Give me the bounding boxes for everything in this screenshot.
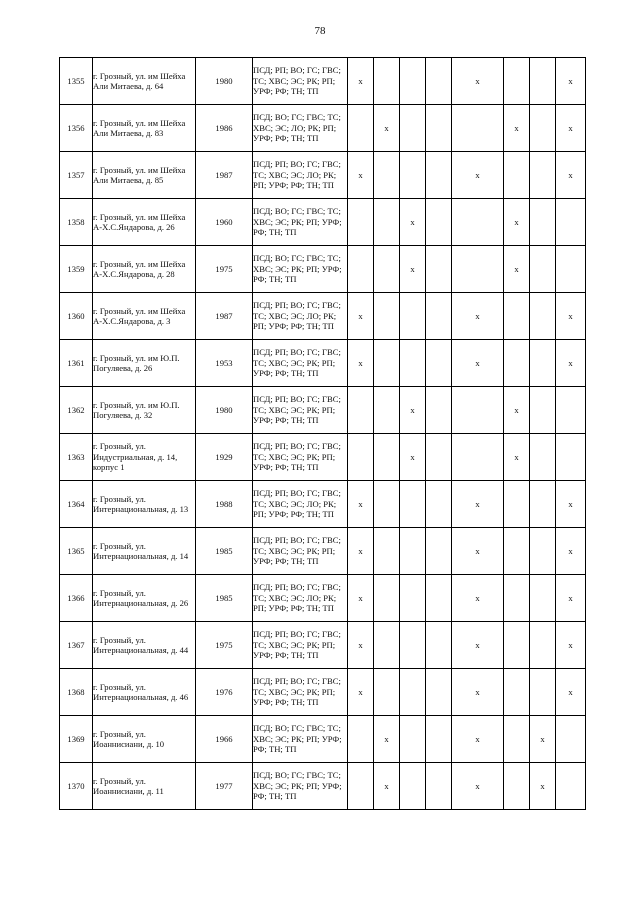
work-codes-cell: ПСД; РП; ВО; ГС; ГВС; ТС; ХВС; ЭС; РК; РП; УРФ; РФ; ТН; ТП: [253, 528, 348, 575]
mark-cell: [426, 669, 452, 716]
address-cell: г. Грозный, ул. им Шейха А-Х.С.Яндарова, д. 3: [93, 293, 196, 340]
mark-cell: [530, 293, 556, 340]
mark-cell: [530, 340, 556, 387]
mark-cell: [426, 528, 452, 575]
mark-cell: [556, 387, 586, 434]
work-codes-cell: ПСД; РП; ВО; ГС; ГВС; ТС; ХВС; ЭС; РК; РП; УРФ; РФ; ТН; ТП: [253, 387, 348, 434]
mark-cell: [504, 58, 530, 105]
mark-cell: x: [348, 528, 374, 575]
mark-cell: [400, 528, 426, 575]
year-built-cell: 1987: [196, 152, 253, 199]
mark-cell: x: [452, 528, 504, 575]
address-cell: г. Грозный, ул. им Шейха Али Митаева, д. 64: [93, 58, 196, 105]
row-number-cell: 1362: [60, 387, 93, 434]
mark-cell: x: [556, 105, 586, 152]
mark-cell: x: [504, 246, 530, 293]
mark-cell: x: [452, 152, 504, 199]
mark-cell: [426, 622, 452, 669]
work-codes-cell: ПСД; РП; ВО; ГС; ГВС; ТС; ХВС; ЭС; РК; РП; УРФ; РФ; ТН; ТП: [253, 434, 348, 481]
table-row: [60, 387, 586, 434]
year-built-cell: 1953: [196, 340, 253, 387]
mark-cell: [400, 340, 426, 387]
table-row: [60, 152, 586, 199]
address-cell: г. Грозный, ул. Интернациональная, д. 13: [93, 481, 196, 528]
year-built-cell: 1976: [196, 669, 253, 716]
row-number-cell: 1359: [60, 246, 93, 293]
mark-cell: [426, 340, 452, 387]
mark-cell: [530, 387, 556, 434]
table-row: [60, 528, 586, 575]
mark-cell: x: [556, 622, 586, 669]
mark-cell: [348, 387, 374, 434]
mark-cell: [374, 575, 400, 622]
mark-cell: [400, 763, 426, 810]
mark-cell: x: [452, 575, 504, 622]
mark-cell: [504, 340, 530, 387]
work-codes-cell: ПСД; РП; ВО; ГС; ГВС; ТС; ХВС; ЭС; ЛО; РК; РП; УРФ; РФ; ТН; ТП: [253, 575, 348, 622]
mark-cell: [426, 434, 452, 481]
table-row: [60, 340, 586, 387]
mark-cell: [400, 58, 426, 105]
housing-registry-table: [59, 57, 586, 810]
mark-cell: [530, 669, 556, 716]
mark-cell: [504, 152, 530, 199]
year-built-cell: 1985: [196, 575, 253, 622]
mark-cell: [504, 575, 530, 622]
mark-cell: x: [374, 105, 400, 152]
mark-cell: x: [374, 763, 400, 810]
mark-cell: [426, 105, 452, 152]
address-cell: г. Грозный, ул. Иоаннисиани, д. 11: [93, 763, 196, 810]
work-codes-cell: ПСД; РП; ВО; ГС; ГВС; ТС; ХВС; ЭС; ЛО; РК; РП; УРФ; РФ; ТН; ТП: [253, 293, 348, 340]
mark-cell: [348, 763, 374, 810]
year-built-cell: 1975: [196, 622, 253, 669]
mark-cell: x: [400, 434, 426, 481]
year-built-cell: 1980: [196, 387, 253, 434]
work-codes-cell: ПСД; ВО; ГС; ГВС; ТС; ХВС; ЭС; РК; РП; УРФ; РФ; ТН; ТП: [253, 246, 348, 293]
mark-cell: [504, 293, 530, 340]
mark-cell: [530, 152, 556, 199]
row-number-cell: 1368: [60, 669, 93, 716]
address-cell: г. Грозный, ул. Интернациональная, д. 26: [93, 575, 196, 622]
address-cell: г. Грозный, ул. им Ю.П. Погуляева, д. 32: [93, 387, 196, 434]
mark-cell: [452, 387, 504, 434]
work-codes-cell: ПСД; ВО; ГС; ГВС; ТС; ХВС; ЭС; РК; РП; УРФ; РФ; ТН; ТП: [253, 763, 348, 810]
mark-cell: [530, 434, 556, 481]
year-built-cell: 1975: [196, 246, 253, 293]
mark-cell: [426, 293, 452, 340]
mark-cell: [504, 622, 530, 669]
work-codes-cell: ПСД; РП; ВО; ГС; ГВС; ТС; ХВС; ЭС; ЛО; РК; РП; УРФ; РФ; ТН; ТП: [253, 152, 348, 199]
table-row: [60, 58, 586, 105]
mark-cell: [348, 199, 374, 246]
mark-cell: [426, 387, 452, 434]
mark-cell: [374, 152, 400, 199]
work-codes-cell: ПСД; РП; ВО; ГС; ГВС; ТС; ХВС; ЭС; РК; РП; УРФ; РФ; ТН; ТП: [253, 58, 348, 105]
mark-cell: [348, 434, 374, 481]
mark-cell: [374, 340, 400, 387]
row-number-cell: 1366: [60, 575, 93, 622]
address-cell: г. Грозный, ул. им Ю.П. Погуляева, д. 26: [93, 340, 196, 387]
mark-cell: [504, 481, 530, 528]
address-cell: г. Грозный, ул. Интернациональная, д. 46: [93, 669, 196, 716]
mark-cell: x: [348, 669, 374, 716]
year-built-cell: 1986: [196, 105, 253, 152]
mark-cell: x: [348, 622, 374, 669]
mark-cell: [400, 575, 426, 622]
mark-cell: [400, 716, 426, 763]
mark-cell: [400, 481, 426, 528]
table-body: [60, 58, 586, 810]
address-cell: г. Грозный, ул. Интернациональная, д. 14: [93, 528, 196, 575]
page-number: 78: [314, 25, 326, 37]
table-row: [60, 575, 586, 622]
work-codes-cell: ПСД; РП; ВО; ГС; ГВС; ТС; ХВС; ЭС; ЛО; РК; РП; УРФ; РФ; ТН; ТП: [253, 481, 348, 528]
mark-cell: [374, 434, 400, 481]
mark-cell: x: [556, 152, 586, 199]
year-built-cell: 1980: [196, 58, 253, 105]
mark-cell: [374, 481, 400, 528]
mark-cell: [530, 58, 556, 105]
table-row: [60, 199, 586, 246]
mark-cell: x: [504, 434, 530, 481]
mark-cell: x: [348, 293, 374, 340]
mark-cell: [400, 293, 426, 340]
address-cell: г. Грозный, ул. Интернациональная, д. 44: [93, 622, 196, 669]
mark-cell: [504, 763, 530, 810]
mark-cell: [400, 669, 426, 716]
mark-cell: x: [556, 58, 586, 105]
mark-cell: [426, 58, 452, 105]
mark-cell: [426, 246, 452, 293]
row-number-cell: 1364: [60, 481, 93, 528]
mark-cell: [556, 716, 586, 763]
mark-cell: [530, 622, 556, 669]
mark-cell: x: [452, 622, 504, 669]
mark-cell: x: [504, 199, 530, 246]
year-built-cell: 1985: [196, 528, 253, 575]
row-number-cell: 1370: [60, 763, 93, 810]
mark-cell: [452, 246, 504, 293]
mark-cell: x: [400, 246, 426, 293]
address-cell: г. Грозный, ул. им Шейха А-Х.С.Яндарова, д. 28: [93, 246, 196, 293]
mark-cell: [556, 763, 586, 810]
address-cell: г. Грозный, ул. им Шейха Али Митаева, д. 85: [93, 152, 196, 199]
mark-cell: x: [556, 528, 586, 575]
mark-cell: [426, 481, 452, 528]
mark-cell: [556, 246, 586, 293]
year-built-cell: 1987: [196, 293, 253, 340]
mark-cell: [452, 199, 504, 246]
mark-cell: x: [530, 716, 556, 763]
year-built-cell: 1960: [196, 199, 253, 246]
mark-cell: [374, 293, 400, 340]
table-row: [60, 481, 586, 528]
mark-cell: x: [556, 575, 586, 622]
address-cell: г. Грозный, ул. им Шейха Али Митаева, д. 83: [93, 105, 196, 152]
row-number-cell: 1358: [60, 199, 93, 246]
row-number-cell: 1361: [60, 340, 93, 387]
address-cell: г. Грозный, ул. им Шейха А-Х.С.Яндарова, д. 26: [93, 199, 196, 246]
mark-cell: [348, 716, 374, 763]
mark-cell: x: [452, 481, 504, 528]
mark-cell: [530, 575, 556, 622]
mark-cell: [426, 716, 452, 763]
work-codes-cell: ПСД; РП; ВО; ГС; ГВС; ТС; ХВС; ЭС; РК; РП; УРФ; РФ; ТН; ТП: [253, 340, 348, 387]
table-row: [60, 105, 586, 152]
mark-cell: x: [452, 58, 504, 105]
row-number-cell: 1356: [60, 105, 93, 152]
mark-cell: [400, 152, 426, 199]
row-number-cell: 1365: [60, 528, 93, 575]
mark-cell: x: [348, 152, 374, 199]
table-row: [60, 434, 586, 481]
mark-cell: [530, 199, 556, 246]
table-row: [60, 763, 586, 810]
mark-cell: [374, 387, 400, 434]
mark-cell: [374, 246, 400, 293]
mark-cell: [400, 105, 426, 152]
mark-cell: [374, 199, 400, 246]
mark-cell: [504, 669, 530, 716]
mark-cell: x: [400, 387, 426, 434]
mark-cell: [504, 716, 530, 763]
mark-cell: [348, 105, 374, 152]
row-number-cell: 1360: [60, 293, 93, 340]
work-codes-cell: ПСД; ВО; ГС; ГВС; ТС; ХВС; ЭС; ЛО; РК; РП; УРФ; РФ; ТН; ТП: [253, 105, 348, 152]
mark-cell: x: [348, 58, 374, 105]
mark-cell: x: [530, 763, 556, 810]
row-number-cell: 1355: [60, 58, 93, 105]
mark-cell: [452, 434, 504, 481]
mark-cell: x: [452, 293, 504, 340]
mark-cell: [374, 58, 400, 105]
year-built-cell: 1988: [196, 481, 253, 528]
year-built-cell: 1977: [196, 763, 253, 810]
mark-cell: [504, 528, 530, 575]
mark-cell: [556, 434, 586, 481]
mark-cell: x: [452, 763, 504, 810]
mark-cell: [374, 622, 400, 669]
year-built-cell: 1929: [196, 434, 253, 481]
mark-cell: x: [348, 340, 374, 387]
mark-cell: [530, 246, 556, 293]
mark-cell: x: [348, 575, 374, 622]
table-row: [60, 716, 586, 763]
mark-cell: [452, 105, 504, 152]
mark-cell: [426, 575, 452, 622]
row-number-cell: 1357: [60, 152, 93, 199]
mark-cell: x: [556, 293, 586, 340]
row-number-cell: 1363: [60, 434, 93, 481]
mark-cell: [374, 528, 400, 575]
mark-cell: x: [348, 481, 374, 528]
row-number-cell: 1369: [60, 716, 93, 763]
work-codes-cell: ПСД; ВО; ГС; ГВС; ТС; ХВС; ЭС; РК; РП; УРФ; РФ; ТН; ТП: [253, 199, 348, 246]
mark-cell: x: [374, 716, 400, 763]
mark-cell: x: [452, 716, 504, 763]
mark-cell: [530, 105, 556, 152]
table-row: [60, 246, 586, 293]
work-codes-cell: ПСД; РП; ВО; ГС; ГВС; ТС; ХВС; ЭС; РК; РП; УРФ; РФ; ТН; ТП: [253, 622, 348, 669]
mark-cell: x: [556, 669, 586, 716]
mark-cell: [530, 528, 556, 575]
address-cell: г. Грозный, ул. Иоаннисиани, д. 10: [93, 716, 196, 763]
mark-cell: [426, 199, 452, 246]
mark-cell: [556, 199, 586, 246]
mark-cell: x: [504, 105, 530, 152]
work-codes-cell: ПСД; РП; ВО; ГС; ГВС; ТС; ХВС; ЭС; РК; РП; УРФ; РФ; ТН; ТП: [253, 669, 348, 716]
address-cell: г. Грозный, ул. Индустриальная, д. 14, корпус 1: [93, 434, 196, 481]
mark-cell: x: [452, 669, 504, 716]
table-row: [60, 622, 586, 669]
mark-cell: [374, 669, 400, 716]
mark-cell: x: [556, 481, 586, 528]
work-codes-cell: ПСД; ВО; ГС; ГВС; ТС; ХВС; ЭС; РК; РП; УРФ; РФ; ТН; ТП: [253, 716, 348, 763]
row-number-cell: 1367: [60, 622, 93, 669]
mark-cell: [426, 763, 452, 810]
mark-cell: [426, 152, 452, 199]
mark-cell: x: [452, 340, 504, 387]
mark-cell: x: [400, 199, 426, 246]
mark-cell: [348, 246, 374, 293]
mark-cell: [530, 481, 556, 528]
mark-cell: [400, 622, 426, 669]
table-row: [60, 293, 586, 340]
table-row: [60, 669, 586, 716]
year-built-cell: 1966: [196, 716, 253, 763]
mark-cell: x: [556, 340, 586, 387]
mark-cell: x: [504, 387, 530, 434]
